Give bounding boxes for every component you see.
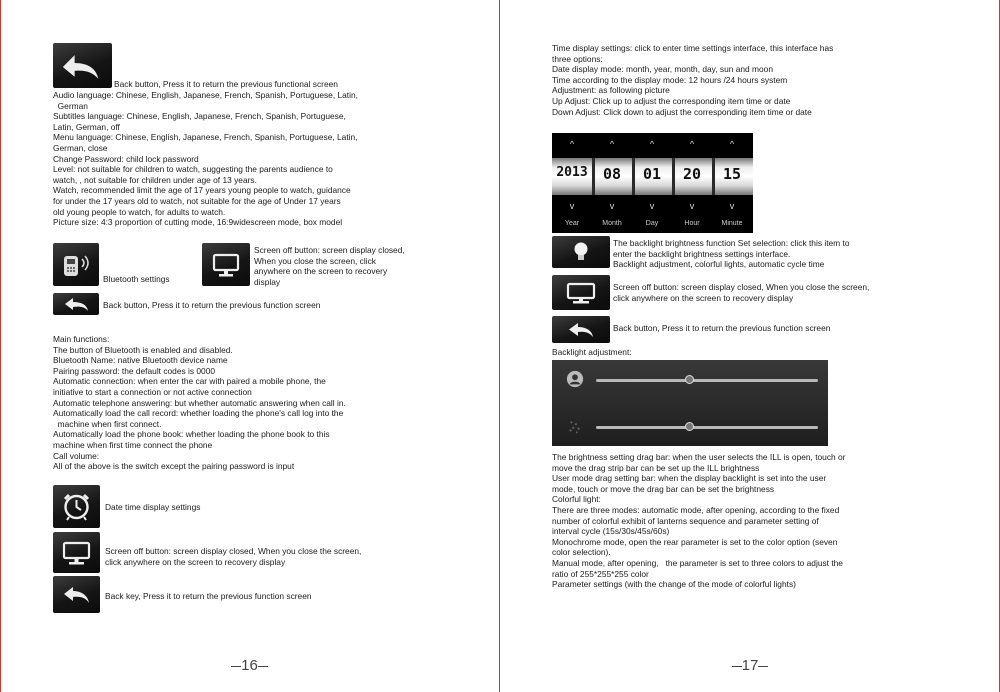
text-line: Automatically load the call record: whether loading the phone's call log into the bbox=[53, 408, 344, 419]
bluetooth-phone-icon[interactable] bbox=[53, 243, 99, 286]
text-line: color selection). bbox=[552, 547, 611, 558]
text-line: When you close the screen, click bbox=[254, 255, 376, 266]
text-line: Automatic telephone answering: but whether automatic answering when call in. bbox=[53, 397, 346, 408]
time-picker-widget[interactable] bbox=[552, 133, 753, 233]
text-line: Screen off button: screen display closed, When you close the screen, bbox=[105, 546, 362, 556]
up-arrow-icon[interactable]: ^ bbox=[569, 139, 575, 149]
text-line: Main functions: bbox=[53, 334, 110, 344]
brightness-slider-track[interactable] bbox=[596, 379, 818, 382]
up-arrow-icon[interactable]: ^ bbox=[649, 139, 655, 149]
down-arrow-icon[interactable]: v bbox=[609, 201, 615, 211]
text-line: Menu language: Chinese, English, Japanese, French, Spanish, Portuguese, Latin, bbox=[53, 132, 358, 143]
page-number: 17 bbox=[501, 657, 999, 674]
page-edge bbox=[0, 0, 1, 692]
text-line: All of the above is the switch except the pairing password is input bbox=[53, 461, 295, 472]
screen-off-label-2 bbox=[105, 546, 361, 567]
text-line: Colorful light: bbox=[552, 494, 601, 505]
time-field-label: Month bbox=[602, 220, 622, 227]
main-functions-description bbox=[53, 334, 346, 472]
time-field-month bbox=[592, 133, 632, 233]
text-line: move the drag strip bar can be set up the ILL brightness bbox=[552, 462, 760, 473]
alarm-clock-icon[interactable] bbox=[53, 485, 100, 528]
monitor-icon[interactable] bbox=[202, 243, 250, 286]
text-line: Monochrome mode, open the rear parameter is set to the color option (seven bbox=[552, 536, 838, 547]
time-field-minute bbox=[712, 133, 752, 233]
time-field-value: 01 bbox=[642, 165, 662, 183]
text-line: Automatically load the phone book: whether loading the phone book to this bbox=[53, 429, 330, 440]
screen-off-label bbox=[254, 245, 405, 287]
time-field-value: 20 bbox=[682, 165, 702, 183]
down-arrow-icon[interactable]: v bbox=[689, 201, 695, 211]
time-field-value: 08 bbox=[602, 165, 622, 183]
backlight-description bbox=[552, 452, 845, 590]
text-line: Change Password: child lock password bbox=[53, 153, 199, 164]
text-line: Down Adjust: Click down to adjust the corresponding item time or date bbox=[552, 106, 812, 117]
text-line: User mode drag setting bar: when the display backlight is set into the user bbox=[552, 473, 827, 484]
text-line: initiative to start a connection or not active connection bbox=[53, 386, 252, 397]
backlight-adjustment-heading: Backlight adjustment: bbox=[552, 347, 632, 357]
time-field-year bbox=[552, 133, 592, 233]
text-line: Screen off button: screen display closed, When you close the screen, bbox=[613, 282, 870, 292]
down-arrow-icon[interactable]: v bbox=[729, 201, 735, 211]
text-line: number of colorful exhibit of lanterns sequence and parameter setting of bbox=[552, 515, 819, 526]
text-line: German, close bbox=[53, 142, 108, 153]
back-arrow-icon[interactable] bbox=[53, 576, 100, 613]
time-field-hour bbox=[672, 133, 712, 233]
text-line: enter the backlight brightness settings interface. bbox=[613, 248, 791, 259]
screen-off-label-3 bbox=[613, 282, 869, 303]
brightness-slider-handle[interactable] bbox=[685, 375, 694, 384]
back-button-label-2: Back button, Press it to return the previous function screen bbox=[103, 300, 321, 310]
back-key-label: Back key, Press it to return the previous function screen bbox=[105, 591, 312, 601]
text-line: machine when first time connect the phone bbox=[53, 439, 213, 450]
backlight-button-label bbox=[613, 238, 849, 270]
monitor-icon[interactable] bbox=[53, 532, 100, 573]
down-arrow-icon[interactable]: v bbox=[649, 201, 655, 211]
text-line: Subtitles language: Chinese, English, Japanese, French, Spanish, Portuguese, bbox=[53, 111, 346, 122]
text-line: click anywhere on the screen to recovery display bbox=[105, 556, 286, 567]
time-field-label: Year bbox=[564, 220, 580, 227]
time-field-day bbox=[632, 133, 672, 233]
time-settings-description bbox=[552, 43, 833, 117]
text-line: three options: bbox=[552, 53, 603, 64]
backlight-adjustment-panel bbox=[552, 360, 828, 446]
brightness-icon bbox=[566, 417, 584, 435]
text-line: Pairing password: the default codes is 0000 bbox=[53, 365, 216, 376]
page-number: 16 bbox=[0, 657, 499, 674]
text-line: Backlight adjustment, colorful lights, automatic cycle time bbox=[613, 259, 825, 270]
text-line: There are three modes: automatic mode, after opening, according to the fixed bbox=[552, 504, 840, 515]
back-arrow-icon[interactable] bbox=[552, 316, 610, 343]
lightbulb-icon[interactable] bbox=[552, 236, 610, 268]
page-divider bbox=[499, 0, 500, 692]
text-line: Call volume: bbox=[53, 450, 100, 461]
bluetooth-settings-label: Bluetooth settings bbox=[103, 274, 170, 284]
text-line: Level: not suitable for children to watch, suggesting the parents audience to bbox=[53, 164, 333, 175]
text-line: Audio language: Chinese, English, Japanese, French, Spanish, Portuguese, Latin, bbox=[53, 90, 358, 100]
up-arrow-icon[interactable]: ^ bbox=[689, 139, 695, 149]
text-line: Time display settings: click to enter time settings interface, this interface has bbox=[552, 43, 834, 53]
time-field-label: Minute bbox=[721, 220, 743, 227]
text-line: anywhere on the screen to recovery bbox=[254, 266, 388, 277]
text-line: display bbox=[254, 276, 281, 287]
time-field-label: Hour bbox=[684, 220, 700, 227]
text-line: German bbox=[53, 100, 88, 111]
text-line: The backlight brightness function Set selection: click this item to bbox=[613, 238, 850, 248]
user-mode-slider-handle[interactable] bbox=[685, 422, 694, 431]
text-line: Watch, recommended limit the age of 17 years young people to watch, guidance bbox=[53, 185, 351, 196]
text-line: Parameter settings (with the change of the mode of colorful lights) bbox=[552, 579, 796, 590]
text-line: Manual mode, after opening, the parameter is set to three colors to adjust the bbox=[552, 557, 843, 568]
text-line: Picture size: 4:3 proportion of cutting mode, 16:9widescreen mode, box model bbox=[53, 217, 343, 228]
page-16 bbox=[0, 0, 499, 692]
time-field-value: 15 bbox=[722, 165, 742, 183]
back-arrow-icon[interactable] bbox=[53, 43, 112, 88]
text-line: The brightness setting drag bar: when the user selects the ILL is open, touch or bbox=[552, 452, 846, 462]
text-line: Up Adjust: Click up to adjust the corresponding item time or date bbox=[552, 95, 791, 106]
user-icon bbox=[566, 370, 584, 388]
date-time-settings-label: Date time display settings bbox=[105, 502, 201, 512]
user-mode-slider-track[interactable] bbox=[596, 426, 818, 429]
text-line: click anywhere on the screen to recovery display bbox=[613, 292, 794, 303]
up-arrow-icon[interactable]: ^ bbox=[729, 139, 735, 149]
text-line: mode, touch or move the drag bar can be set the brightness bbox=[552, 483, 775, 494]
back-button-label: Back button, Press it to return the previous functional screen bbox=[114, 79, 338, 89]
text-line: watch, , not suitable for children under age of 13 years. bbox=[53, 174, 257, 185]
time-field-label: Day bbox=[645, 220, 659, 227]
back-arrow-icon[interactable] bbox=[53, 293, 99, 315]
time-field-value: 2013 bbox=[556, 165, 588, 180]
text-line: Automatic connection: when enter the car with paired a mobile phone, the bbox=[53, 376, 326, 387]
text-line: Latin, German, off bbox=[53, 121, 120, 132]
text-line: old young people to watch, for adults to watch. bbox=[53, 206, 226, 217]
text-line: Date display mode: month, year, month, day, sun and moon bbox=[552, 64, 773, 75]
text-line: for under the 17 years old to watch, not suitable for the age of Under 17 years bbox=[53, 195, 341, 206]
text-line: Time according to the display mode: 12 hours /24 hours system bbox=[552, 74, 788, 85]
text-line: machine when first connect. bbox=[53, 418, 162, 429]
text-line: interval cycle (15s/30s/45s/60s) bbox=[552, 526, 670, 537]
back-button-label-3: Back button, Press it to return the previous function screen bbox=[613, 323, 831, 333]
down-arrow-icon[interactable]: v bbox=[569, 201, 575, 211]
text-line: ratio of 255*255*255 color bbox=[552, 568, 649, 579]
text-line: Bluetooth Name: native Bluetooth device name bbox=[53, 355, 228, 366]
text-line: The button of Bluetooth is enabled and disabled. bbox=[53, 344, 233, 355]
monitor-icon[interactable] bbox=[552, 275, 610, 310]
up-arrow-icon[interactable]: ^ bbox=[609, 139, 615, 149]
text-line: Screen off button: screen display closed, bbox=[254, 245, 405, 255]
text-line: Adjustment: as following picture bbox=[552, 85, 670, 96]
settings-description bbox=[53, 90, 358, 228]
